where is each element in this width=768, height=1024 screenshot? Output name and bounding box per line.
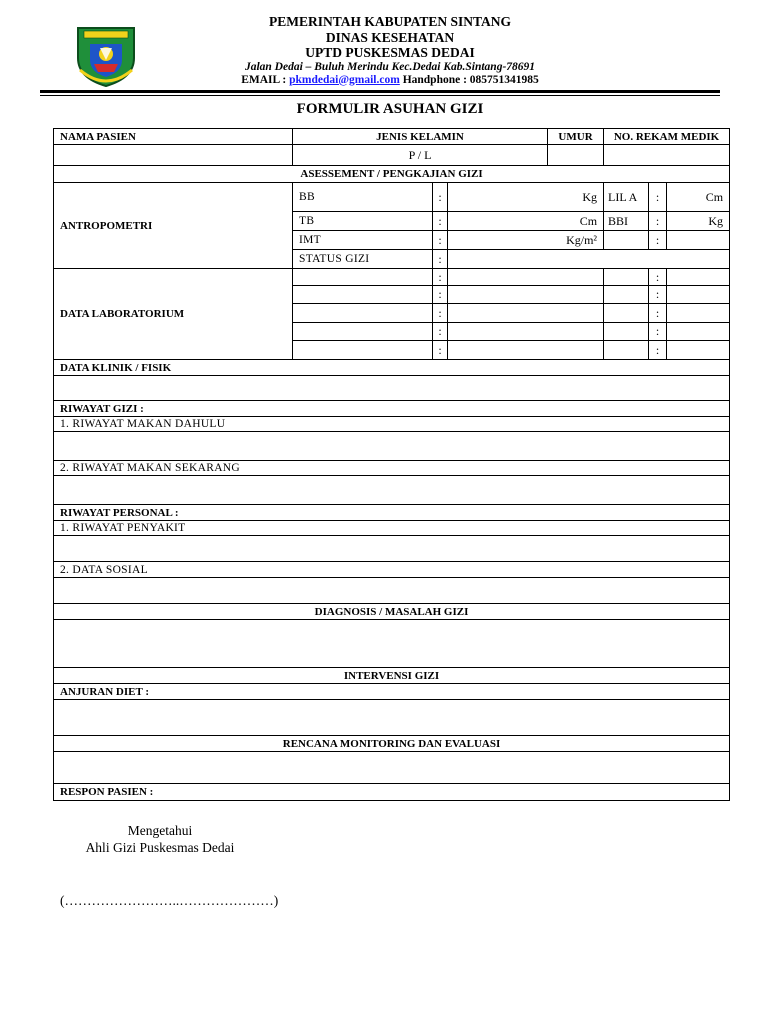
colon: : <box>433 341 448 360</box>
current-diet-label: 2. RIWAYAT MAKAN SEKARANG <box>54 461 730 476</box>
clinical-data-label: DATA KLINIK / FISIK <box>54 360 730 376</box>
record-number-header: NO. REKAM MEDIK <box>604 129 730 145</box>
form-title: FORMULIR ASUHAN GIZI <box>296 101 484 117</box>
social-data-label: 2. DATA SOSIAL <box>54 562 730 578</box>
lab-item-field[interactable] <box>293 269 433 286</box>
lab-value-field[interactable] <box>448 341 604 360</box>
imt-label: IMT <box>293 231 433 250</box>
lab-item-field[interactable] <box>604 341 649 360</box>
tb-field[interactable] <box>448 212 604 231</box>
letterhead <box>0 0 768 100</box>
header-divider-thin <box>40 95 720 96</box>
clinic-address: Jalan Dedai – Buluh Merindu Kec.Dedai Kab.Sintang-78691 <box>244 60 536 73</box>
nutrition-status-label: STATUS GIZI <box>293 250 433 269</box>
diagnosis-field[interactable] <box>54 620 730 668</box>
colon: : <box>433 304 448 323</box>
lab-value-field[interactable] <box>448 286 604 304</box>
blank-cell <box>604 231 649 250</box>
signature-line[interactable]: (……………………..…………………) <box>60 893 279 908</box>
anthropometry-label: ANTROPOMETRI <box>54 183 293 269</box>
lab-value-field[interactable] <box>667 269 730 286</box>
colon: : <box>433 286 448 304</box>
nutrition-care-form <box>53 128 730 801</box>
bb-unit: Kg <box>582 189 598 204</box>
social-data-field[interactable] <box>54 578 730 604</box>
diagnosis-heading: DIAGNOSIS / MASALAH GIZI <box>54 604 730 620</box>
personal-history-label: RIWAYAT PERSONAL : <box>54 505 730 521</box>
past-diet-field[interactable] <box>54 432 730 461</box>
patient-response-label: RESPON PASIEN : <box>54 784 730 801</box>
lila-unit: Cm <box>705 189 724 204</box>
lab-item-field[interactable] <box>293 341 433 360</box>
bbi-unit: Kg <box>708 213 724 228</box>
colon: : <box>433 212 448 231</box>
current-diet-field[interactable] <box>54 476 730 505</box>
age-field[interactable] <box>548 145 604 166</box>
lab-value-field[interactable] <box>448 304 604 323</box>
lab-value-field[interactable] <box>448 269 604 286</box>
email-link[interactable]: pkmdedai@gmail.com <box>289 73 400 86</box>
lab-value-field[interactable] <box>667 304 730 323</box>
intervention-heading: INTERVENSI GIZI <box>54 668 730 684</box>
phone-number: Handphone : 085751341985 <box>402 73 539 86</box>
imt-field[interactable] <box>448 231 604 250</box>
agency-name: DINAS KESEHATAN <box>325 29 455 45</box>
lab-value-field[interactable] <box>667 323 730 341</box>
lab-value-field[interactable] <box>667 286 730 304</box>
colon: : <box>649 183 667 212</box>
header-divider-thick <box>40 90 720 93</box>
monitoring-field[interactable] <box>54 752 730 784</box>
gender-header: JENIS KELAMIN <box>293 129 548 145</box>
lila-field[interactable] <box>667 183 730 212</box>
colon: : <box>649 231 667 250</box>
monitoring-heading: RENCANA MONITORING DAN EVALUASI <box>54 736 730 752</box>
colon: : <box>433 183 448 212</box>
age-header: UMUR <box>548 129 604 145</box>
lab-item-field[interactable] <box>293 304 433 323</box>
colon: : <box>649 269 667 286</box>
nutrition-status-field[interactable] <box>448 250 730 269</box>
gov-name: PEMERINTAH KABUPATEN SINTANG <box>268 14 512 29</box>
colon: : <box>649 323 667 341</box>
tb-unit: Cm <box>579 213 598 228</box>
bbi-label: BBI <box>604 212 649 231</box>
colon: : <box>649 341 667 360</box>
disease-history-label: 1. RIWAYAT PENYAKIT <box>54 521 730 536</box>
colon: : <box>433 231 448 250</box>
lab-item-field[interactable] <box>293 286 433 304</box>
diet-advice-field[interactable] <box>54 700 730 736</box>
bb-field[interactable] <box>448 183 604 212</box>
imt-unit: Kg/m² <box>566 232 598 247</box>
diet-advice-label: ANJURAN DIET : <box>54 684 730 700</box>
patient-name-field[interactable] <box>54 145 293 166</box>
lab-value-field[interactable] <box>667 341 730 360</box>
clinical-data-field[interactable] <box>54 376 730 401</box>
lab-item-field[interactable] <box>604 304 649 323</box>
colon: : <box>649 212 667 231</box>
email-label: EMAIL : <box>241 73 287 86</box>
signature-block <box>0 822 320 856</box>
colon: : <box>433 323 448 341</box>
lab-value-field[interactable] <box>448 323 604 341</box>
colon: : <box>649 304 667 323</box>
colon: : <box>649 286 667 304</box>
sintang-regency-logo-icon <box>70 22 142 88</box>
lab-item-field[interactable] <box>604 269 649 286</box>
bb-label: BB <box>293 183 433 212</box>
colon: : <box>433 250 448 269</box>
past-diet-label: 1. RIWAYAT MAKAN DAHULU <box>54 417 730 432</box>
gender-field[interactable]: P / L <box>293 145 548 166</box>
patient-name-header: NAMA PASIEN <box>54 129 293 145</box>
disease-history-field[interactable] <box>54 536 730 562</box>
tb-label: TB <box>293 212 433 231</box>
blank-field[interactable] <box>667 231 730 250</box>
nutritionist-title: Ahli Gizi Puskesmas Dedai <box>85 840 235 855</box>
lab-data-label: DATA LABORATORIUM <box>54 269 293 360</box>
colon: : <box>433 269 448 286</box>
diet-history-label: RIWAYAT GIZI : <box>54 401 730 417</box>
assessment-heading: ASESSEMENT / PENGKAJIAN GIZI <box>54 166 730 183</box>
record-number-field[interactable] <box>604 145 730 166</box>
lila-label: LIL A <box>604 183 649 212</box>
lab-item-field[interactable] <box>604 286 649 304</box>
lab-item-field[interactable] <box>293 323 433 341</box>
contact-line <box>150 74 630 87</box>
bbi-field[interactable] <box>667 212 730 231</box>
lab-item-field[interactable] <box>604 323 649 341</box>
clinic-name: UPTD PUSKESMAS DEDAI <box>305 45 475 60</box>
acknowledged-label: Mengetahui <box>127 823 193 838</box>
